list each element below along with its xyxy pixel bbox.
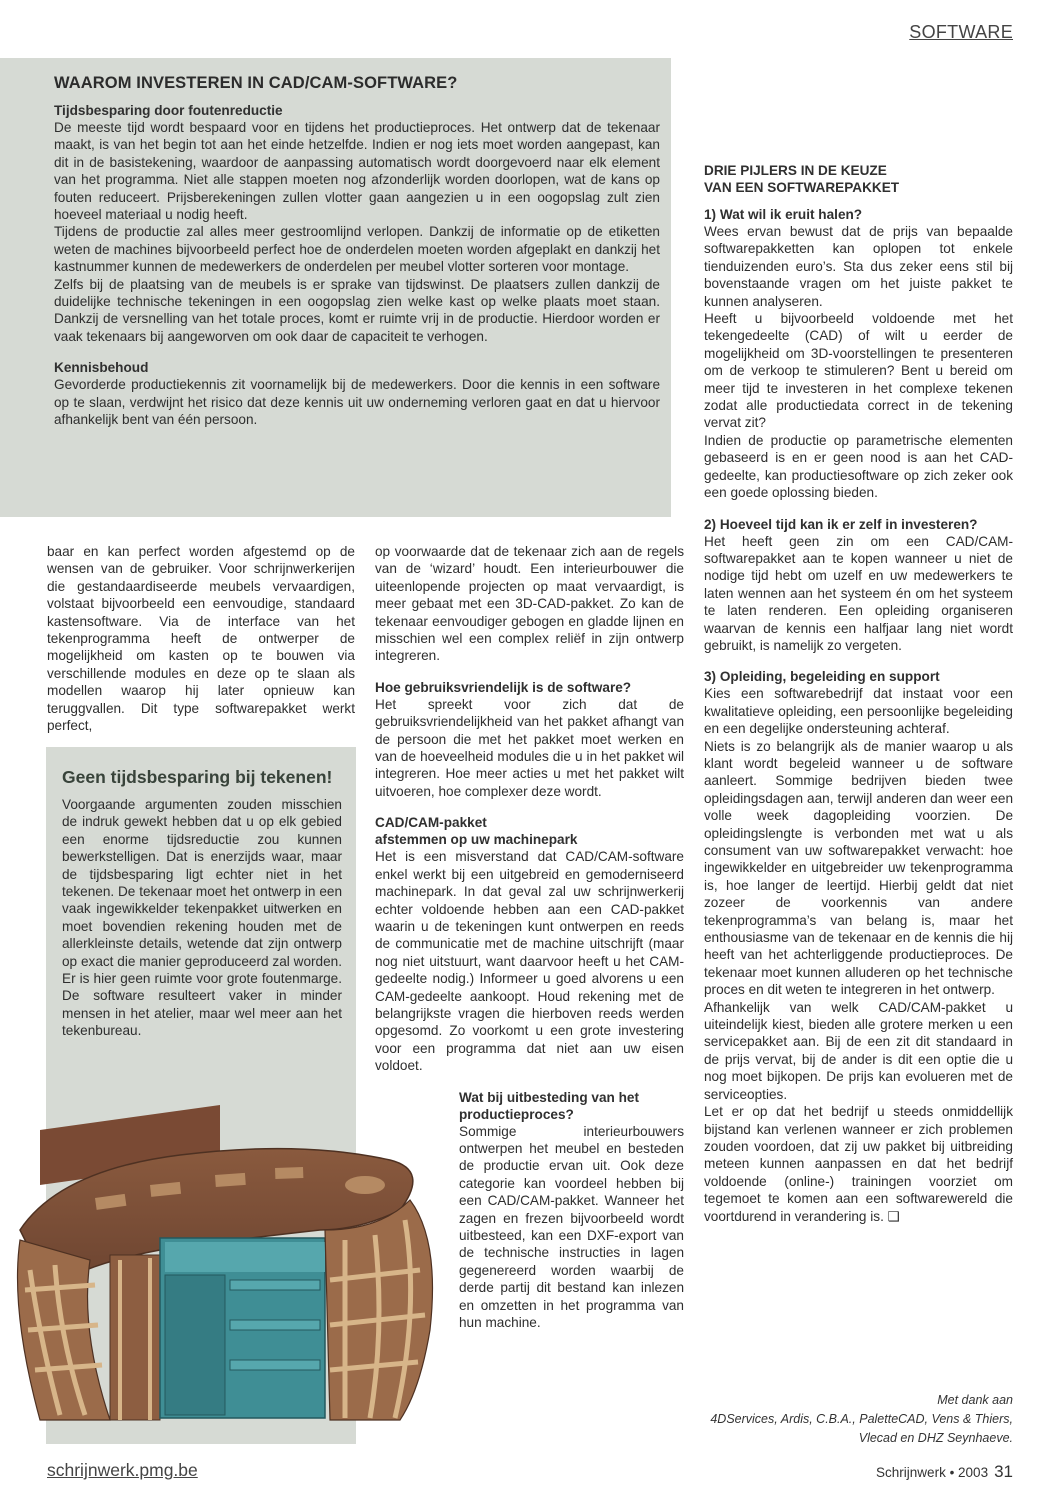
paragraph: Het is een misverstand dat CAD/CAM-software enkel werkt bij een uitgebreid en gemoderniseerd machinepark. In dat geval zal uw schrijnwerkerij echter voldoende hebben aan een CAD-pakket waarin u de tekeningen kunt ontwerpen en reeds de communicatie met de machine uitschrijft (maar nog niet uitstuurt, want daarvoor heeft u het CAM-gedeelte nodig.) Informeer u goed alvorens u een CAM-gedeelte aankoopt. Houd rekening met de belangrijkste vragen die hierboven reeds werden opgesomd. Zo voorkomt u een grote investering voor een programma dat niet aan uw eisen voldoet. [375, 849, 684, 1074]
section-heading: CAD/CAM-pakket [375, 815, 487, 831]
section-heading: 1) Wat wil ik eruit halen? [704, 207, 863, 222]
box-subheading: Tijdsbesparing door foutenreductie [54, 103, 283, 118]
section-heading: Wat bij uitbesteding van het productieproces? [459, 1089, 639, 1122]
box-title: Geen tijdsbesparing bij tekenen! [62, 767, 333, 787]
paragraph: Het heeft geen zin om een CAD/CAM-softwarepakket aan te kopen wanneer u niet de nodige tijd hebt om uzelf en uw medewerkers te laten wennen aan het systeem én om het systeem te laten renderen. Een opleiding organiseren waarvan de kennis een halfjaar lang niet wordt gebruikt, is namelijk zo vergeten. [704, 533, 1013, 653]
paragraph: Heeft u bijvoorbeeld voldoende met het tekengedeelte (CAD) of wilt u eerder de mogelijkheid om 3D-voorstellingen te presenteren om de verkoop te stimuleren? Bent u bereid om meer tijd te investeren in het complexe tekenen zodat alle productiedata correct in de tekening vervat zit? [704, 311, 1013, 431]
thanks-line: Met dank aan [937, 1393, 1013, 1407]
box-paragraph: Zelfs bij de plaatsing van de meubels is er sprake van tijdswinst. De plaatsers zullen dankzij de duidelijke technische tekeningen in een oogopslag zien welke kast op welke plaats moet staan. Dankzij de versnelling van het totale proces, komt er ruimte vrij in de productie. Hierdoor worden er vaak tekenaars bij aangeworven om ook daar de capaciteit te verhogen. [54, 276, 660, 344]
section-heading: Hoe gebruiksvriendelijk is de software? [375, 679, 632, 695]
box-paragraph: Gevorderde productiekennis zit voornamelijk bij de medewerkers. Door die kennis in een software op te slaan, verdwijnt het risico dat deze kennis uit uw onderneming verloren gaat en dat u hiervoor afhankelijk bent van één persoon. [54, 377, 660, 428]
box-subheading: Kennisbehoud [54, 360, 149, 376]
paragraph: Afhankelijk van welk CAD/CAM-pakket u uiteindelijk kiest, bieden alle grotere merken u een servicepakket aan. Bij de een zit dit standaard in de prijs vervat, bij de ander is dit een optie die u nog moet bijkopen. De prijs kan evolueren met de serviceopties. [704, 999, 1013, 1102]
magazine-issue: Schrijnwerk • 2003 [876, 1465, 989, 1480]
paragraph: Niets is zo belangrijk als de manier waarop u als klant wordt begeleid wanneer u de software aanleert. Sommige bedrijven bieden twee opleidingsdagen aan, terwijl anderen dan weer een volle week dagopleiding voorzien. De opleidingslengte is verbonden met wat u als consument van uw softwarepakket verwacht: hoe ingewikkelder en uitgebreider uw tekenprogramma is, hoe langer de leertijd. Hierbij geldt dat niet zozeer de voorkennis van andere tekenprogramma’s van belang is, maar het enthousiasme van de tekenaar en de kennis die hij heeft van het achterliggende productieproces. De tekenaar moet kunnen alluderen op het technische proces en dit weten te integreren in het ontwerp. [704, 738, 1013, 998]
column-title-line: VAN EEN SOFTWAREPAKKET [704, 180, 900, 195]
paragraph: Sommige interieurbouwers ontwerpen het meubel en besteden de productie ervan uit. Ook deze categorie kan voordeel hebben bij een CAD/CAM-pakket. Wanneer het zagen en frezen bijvoorbeeld wordt uitbesteed, kan een DXF-export van de technische instructies in lagen gegenereerd worden waarbij de derde partij dit bestand kan inlezen en omzetten in het programma van hun machine. [459, 1123, 684, 1331]
page-number: 31 [994, 1462, 1013, 1481]
column-title [704, 162, 1013, 196]
column-1 [47, 543, 355, 734]
paragraph: op voorwaarde dat de tekenaar zich aan de regels van de ‘wizard’ houdt. Een interieurbouwer die uiteenlopende projecten op maat vervaardigt, is meer gebaat met een 3D-CAD-pakket. Zo kan de tekenaar eenvoudiger gebogen en gladde lijnen en misschien wel een complex reliëf in zijn ontwerp integreren. [375, 544, 684, 664]
column-2 [375, 543, 684, 1331]
paragraph: Het spreekt voor zich dat de gebruiksvriendelijkheid van het pakket afhangt van de persoon die met het pakket moet werken en van de hoeveelheid modules die u in het pakket wil integreren. Hoe meer acties u met het pakket wilt uitvoeren, hoe complexer deze wordt. [375, 696, 684, 799]
section-heading: afstemmen op uw machinepark [375, 832, 578, 848]
paragraph: Wees ervan bewust dat de prijs van bepaalde softwarepakketten kan oplopen tot enkele tienduizenden euro’s. Sta dus zeker eens stil bij bovenstaande vragen om het juiste pakket te kunnen analyseren. [704, 224, 1013, 309]
column-title-line: DRIE PIJLERS IN DE KEUZE [704, 163, 887, 178]
footer-url-link[interactable]: schrijnwerk.pmg.be [47, 1460, 198, 1480]
acknowledgements [680, 1391, 1013, 1448]
paragraph: baar en kan perfect worden afgestemd op de wensen van de gebruiker. Voor schrijnwerkerijen die gestandaardiseerde meubels vervaardigen, volstaat bijvoorbeeld een eenvoudige, standaard kastensoftware. Via de interface van het tekenprogramma heeft de ontwerper de mogelijkheid om kasten op te bouwen via verschillende modules en deze op te slaan als modellen waarop hij later opnieuw kan teruggvallen. Dit type softwarepakket werkt perfect, [47, 544, 355, 734]
thanks-line: Vlecad en DHZ Seynhaeve. [858, 1431, 1013, 1445]
box-paragraph: Voorgaande argumenten zouden misschien de indruk gewekt hebben dat u op elk gebied een enorme tijdsreductie zou kunnen bewerkstelligen. Dat is enerzijds waar, maar de tijdsbesparing ligt echter niet in het tekenen. De tekenaar moet het ontwerp in een vaak ingewikkelder tekenpakket uitwerken en moet bovendien rekening houden met de allerkleinste details, wetende dat zijn ontwerp op exact die manier geproduceerd zal worden. Er is hier geen ruimte voor grote foutenmarge. De software resulteert vaker in minder mensen in het atelier, maar wel meer aan het tekenbureau. [62, 797, 342, 1039]
box-paragraph: De meeste tijd wordt bespaard voor en tijdens het productieproces. Het ontwerp dat de tekenaar maakt, is van het begin tot aan het einde hetzelfde. Indien er nog iets moet worden aangepast, kan dit in de basistekening, waardoor de aanpassing automatisch wordt doorgevoerd naar elk element van het programma. Niet alle stappen moeten nog afzonderlijk worden doorlopen, wat de kans op fouten reduceert. Prijsberekeningen zullen vlotter gaan aangezien u in een oogopslag zult zien hoeveel materiaal u nodig heeft. [54, 120, 660, 223]
section-heading: 2) Hoeveel tijd kan ik er zelf in investeren? [704, 516, 978, 532]
section-heading: 3) Opleiding, begeleiding en support [704, 669, 940, 685]
box-paragraph: Tijdens de productie zal alles meer gestroomlijnd verlopen. Dankzij de informatie op de etiketten weten de machines bijvoorbeeld perfect hoe de onderdelen moeten worden afgeplakt en dankzij het kastnummer kunnen de medewerkers de onderdelen per meubel vlotter sorteren voor montage. [54, 224, 660, 275]
paragraph: Let er op dat het bedrijf u steeds onmiddellijk bijstand kan verlenen wanneer er zich problemen zouden voordoen, dat zij uw pakket bij uitbreiding meteen kunnen aanpassen en dat het bedrijf voldoende (online-) trainingen voorziet om tegemoet te komen aan een softwarewereld die voortdurend in verandering is. ❑ [704, 1104, 1013, 1224]
box-title: WAAROM INVESTEREN IN CAD/CAM-SOFTWARE? [54, 74, 458, 92]
section-label: SOFTWARE [909, 22, 1013, 42]
thanks-line: 4DServices, Ardis, C.B.A., PaletteCAD, Vens & Thiers, [710, 1412, 1013, 1426]
footer-issue [820, 1462, 1013, 1482]
paragraph: Kies een softwarebedrijf dat instaat voor een kwalitatieve opleiding, een persoonlijke begeleiding en een degelijke ondersteuning achteraf. [704, 686, 1013, 737]
sidebar-box-why-invest [0, 58, 671, 517]
column-3 [704, 162, 1013, 1225]
paragraph: Indien de productie op parametrische elementen gebaseerd is en er geen nood is aan het CAD-gedeelte, kan productiesoftware op zich zeker ook een goede oplossing bieden. [704, 432, 1013, 501]
